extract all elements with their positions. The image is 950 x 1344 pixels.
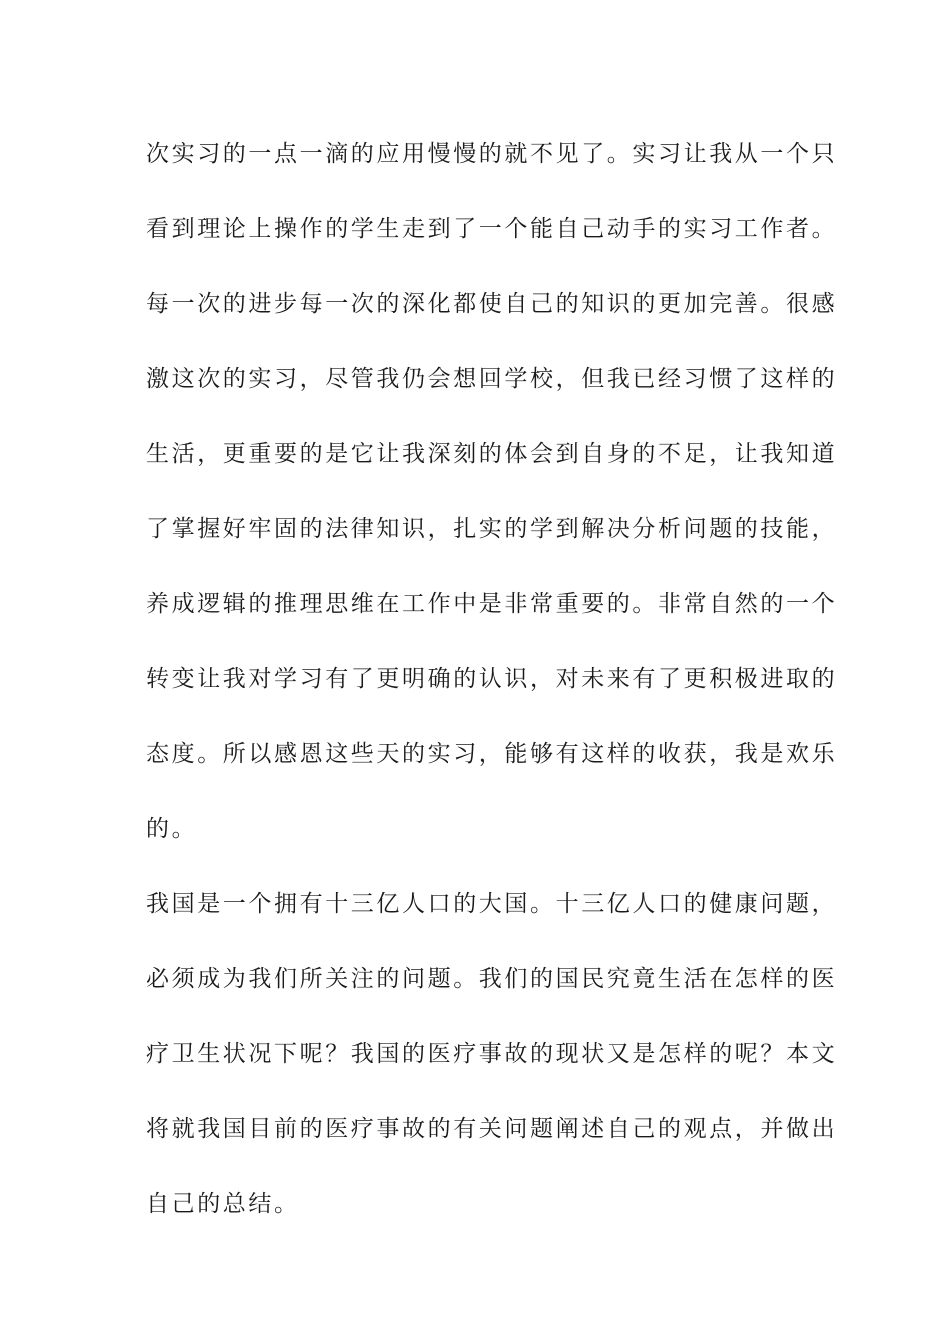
text-line: 次实习的一点一滴的应用慢慢的就不见了。实习让我从一个只: [146, 141, 838, 167]
body-text: [146, 132, 838, 1257]
text-line: 疗卫生状况下呢？我国的医疗事故的现状又是怎样的呢？本文: [146, 1041, 838, 1067]
text-line: 生活，更重要的是它让我深刻的体会到自身的不足，让我知道: [146, 441, 838, 467]
text-line: 每一次的进步每一次的深化都使自己的知识的更加完善。很感: [146, 291, 838, 317]
text-line: 转变让我对学习有了更明确的认识，对未来有了更积极进取的: [146, 666, 838, 692]
text-line: 看到理论上操作的学生走到了一个能自己动手的实习工作者。: [146, 216, 838, 242]
text-line: 将就我国目前的医疗事故的有关问题阐述自己的观点，并做出: [146, 1116, 838, 1142]
text-line: 养成逻辑的推理思维在工作中是非常重要的。非常自然的一个: [146, 591, 838, 617]
text-line: 自己的总结。: [146, 1191, 300, 1217]
text-line: 了掌握好牢固的法律知识，扎实的学到解决分析问题的技能，: [146, 516, 838, 542]
text-line: 必须成为我们所关注的问题。我们的国民究竟生活在怎样的医: [146, 966, 838, 992]
text-line: 态度。所以感恩这些天的实习，能够有这样的收获，我是欢乐: [146, 741, 838, 767]
text-line: 激这次的实习，尽管我仍会想回学校，但我已经习惯了这样的: [146, 366, 838, 392]
text-line: 的。: [146, 816, 198, 842]
text-line: 我国是一个拥有十三亿人口的大国。十三亿人口的健康问题，: [146, 891, 838, 917]
